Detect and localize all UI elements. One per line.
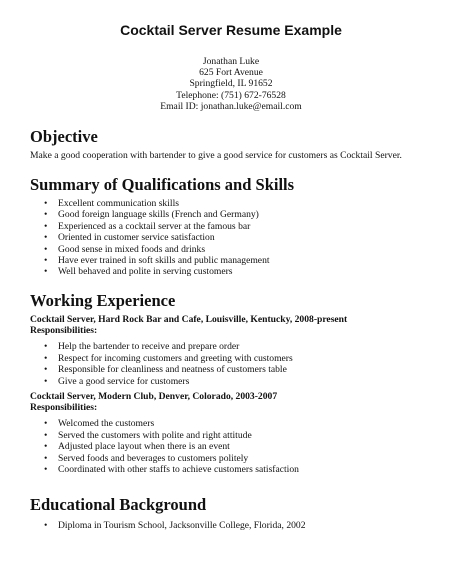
- document-title: Cocktail Server Resume Example: [120, 22, 342, 38]
- contact-name: Jonathan Luke: [202, 56, 260, 67]
- education-list: [30, 520, 450, 531]
- education-heading: Educational Background: [30, 495, 207, 514]
- objective-text: Make a good cooperation with bartender to give a good service for customers as Cocktail Server.: [30, 150, 402, 161]
- job-title: Cocktail Server, Modern Club, Denver, Colorado, 2003-2007: [30, 391, 278, 403]
- summary-section: [30, 176, 450, 278]
- contact-telephone: Telephone: (751) 672-76528: [176, 89, 286, 101]
- job-entry: [30, 391, 450, 475]
- list-item: • Good sense in mixed foods and drinks: [30, 244, 450, 255]
- list-item: • Oriented in customer service satisfaction: [30, 232, 450, 243]
- list-item: • Good foreign language skills (French and Germany): [30, 209, 450, 220]
- list-item: • Diploma in Tourism School, Jacksonville College, Florida, 2002: [30, 520, 450, 531]
- list-item: • Experienced as a cocktail server at the famous bar: [30, 221, 450, 232]
- list-item: • Responsible for cleanliness and neatness of customers table: [30, 364, 450, 375]
- summary-heading: Summary of Qualifications and Skills: [30, 175, 295, 194]
- list-item: • Served the customers with polite and right attitude: [30, 430, 450, 441]
- responsibilities-list: [30, 341, 450, 387]
- list-item: • Excellent communication skills: [30, 198, 450, 209]
- contact-street: 625 Fort Avenue: [199, 67, 263, 79]
- experience-heading: Working Experience: [30, 291, 176, 310]
- list-item: • Adjusted place layout when there is an event: [30, 441, 450, 452]
- summary-list: [30, 198, 450, 278]
- responsibilities-label: Responsibilities:: [30, 402, 98, 414]
- list-item: • Give a good service for customers: [30, 376, 450, 387]
- list-item: • Respect for incoming customers and greeting with customers: [30, 353, 450, 364]
- objective-heading: Objective: [30, 127, 98, 146]
- list-item: • Well behaved and polite in serving customers: [30, 266, 450, 277]
- education-section: [30, 496, 450, 531]
- responsibilities-list: [30, 418, 450, 475]
- objective-section: [30, 128, 450, 162]
- job-title: Cocktail Server, Hard Rock Bar and Cafe, Louisville, Kentucky, 2008-present: [30, 314, 348, 325]
- experience-section: [30, 292, 450, 475]
- list-item: • Welcomed the customers: [30, 418, 450, 429]
- contact-city: Springfield, IL 91652: [189, 78, 273, 90]
- list-item: • Served foods and beverages to customers politely: [30, 453, 450, 464]
- contact-block: [0, 56, 462, 112]
- list-item: • Have ever trained in soft skills and public management: [30, 255, 450, 266]
- list-item: • Help the bartender to receive and prepare order: [30, 341, 450, 352]
- responsibilities-label: Responsibilities:: [30, 325, 98, 337]
- contact-email: Email ID: jonathan.luke@email.com: [160, 100, 302, 112]
- list-item: • Coordinated with other staffs to achieve customers satisfaction: [30, 464, 450, 475]
- job-entry: [30, 314, 450, 387]
